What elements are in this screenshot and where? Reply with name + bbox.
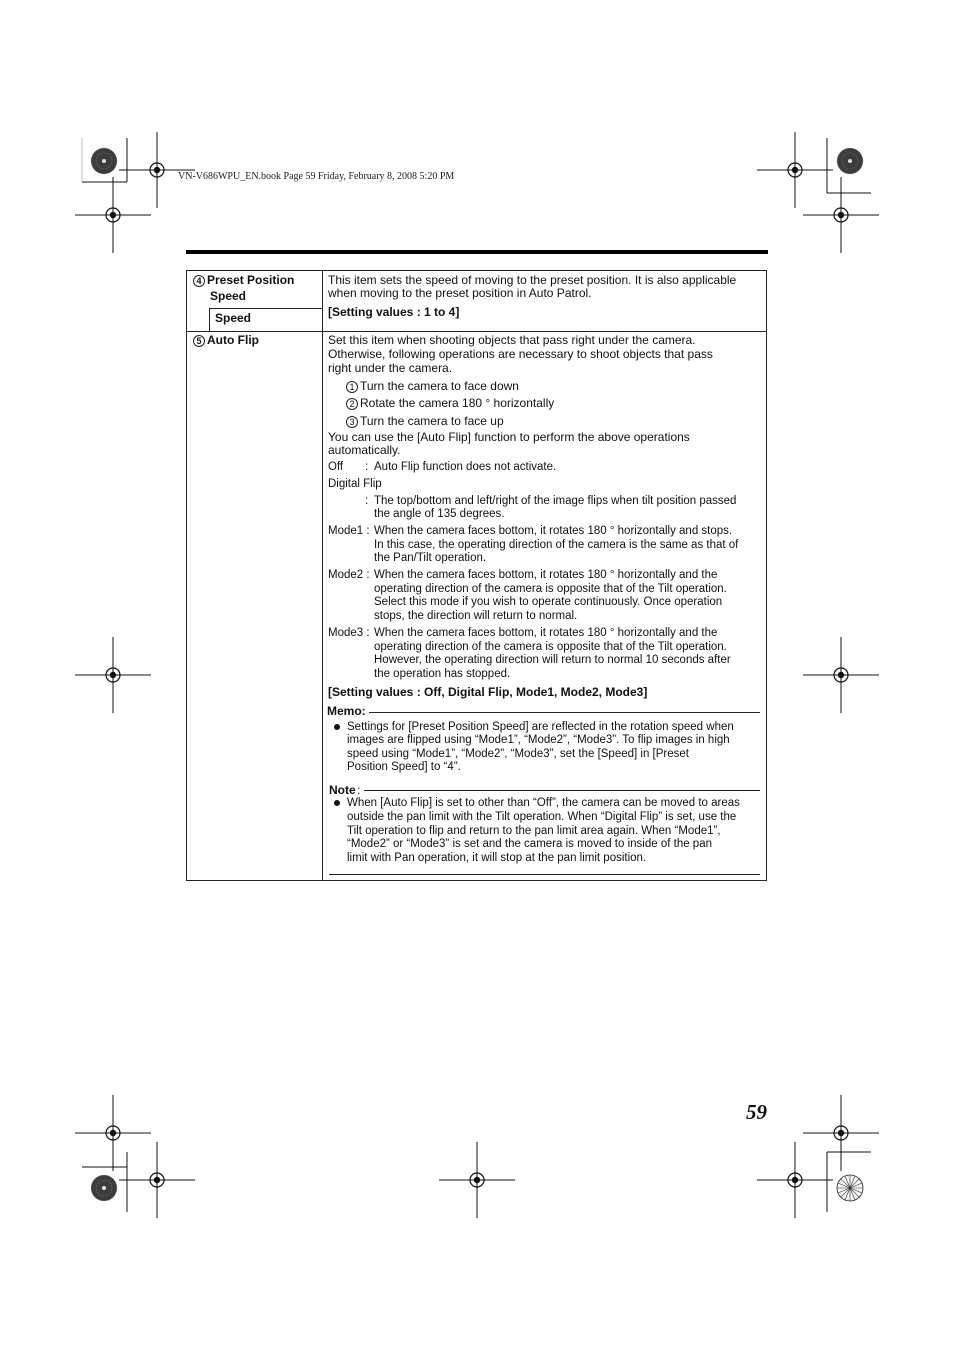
note-end-rule: [329, 874, 760, 875]
memo-line-2: images are flipped using “Mode1”, “Mode2”, “Mode3”. To flip images in high: [347, 734, 730, 746]
off-colon: :: [365, 461, 369, 473]
digital-flip-label: Digital Flip: [328, 478, 382, 490]
memo-line-4: Position Speed] to “4”.: [347, 761, 461, 773]
off-desc: Auto Flip function does not activate.: [374, 461, 557, 473]
preset-sub-label: Speed: [215, 311, 252, 325]
mode3-desc-1: When the camera faces bottom, it rotates 180 ° horizontally and the: [374, 627, 718, 639]
note-line-4: “Mode2” or “Mode3” is set and the camera is moved to inside of the pan: [347, 838, 712, 850]
memo-title: Memo:: [327, 704, 366, 718]
digital-flip-desc-2: the angle of 135 degrees.: [374, 508, 505, 520]
mode1-label: Mode1 :: [328, 525, 370, 537]
note-colon: :: [357, 783, 361, 797]
mode2-label: Mode2 :: [328, 569, 370, 581]
print-header: VN-V686WPU_EN.book Page 59 Friday, February 8, 2008 5:20 PM: [178, 171, 455, 182]
circled-number: 1: [346, 381, 358, 393]
memo-bullet-icon: [334, 724, 340, 730]
off-label: Off: [328, 461, 344, 473]
mode3-desc-2: operating direction of the camera is opposite that of the Tilt operation.: [374, 641, 727, 653]
memo-line-1: Settings for [Preset Position Speed] are reflected in the rotation speed when: [347, 721, 734, 733]
header-rule: [186, 250, 768, 254]
autoflip-label-cell: [186, 331, 323, 881]
step-2: 2 Rotate the camera 180 ° horizontally: [346, 397, 554, 411]
mode1-desc-1: When the camera faces bottom, it rotates 180 ° horizontally and stops.: [374, 525, 733, 537]
autoflip-setting-values: [Setting values : Off, Digital Flip, Mode1, Mode2, Mode3]: [328, 685, 648, 699]
preset-desc-2: when moving to the preset position in Auto Patrol.: [328, 286, 592, 300]
mode2-desc-3: Select this mode if you wish to operate continuously. Once operation: [374, 596, 723, 608]
circled-number: 3: [346, 416, 358, 428]
note-bullet-icon: [334, 800, 340, 806]
memo-line-3: speed using “Mode1”, “Mode2”, “Mode3”, set the [Speed] in [Preset: [347, 748, 689, 760]
step-3: 3 Turn the camera to face up: [346, 415, 504, 429]
mode3-label: Mode3 :: [328, 627, 370, 639]
page-number: 59: [746, 1100, 767, 1124]
memo-rule: [369, 712, 760, 713]
note-line-1: When [Auto Flip] is set to other than “Off”, the camera can be moved to areas: [347, 797, 740, 809]
autoflip-intro-1: Set this item when shooting objects that pass right under the camera.: [328, 333, 696, 347]
digital-flip-desc-1: The top/bottom and left/right of the image flips when tilt position passed: [374, 495, 737, 507]
preset-setting-values: [Setting values : 1 to 4]: [328, 305, 460, 319]
note-rule: [364, 790, 760, 791]
after-steps-1: You can use the [Auto Flip] function to perform the above operations: [328, 430, 690, 444]
note-line-5: limit with Pan operation, it will stop at the pan limit position.: [347, 852, 647, 864]
digital-flip-colon: :: [365, 495, 369, 507]
note-line-2: outside the pan limit with the Tilt operation. When “Digital Flip” is set, use the: [347, 811, 737, 823]
mode1-desc-2: In this case, the operating direction of the camera is the same as that of: [374, 539, 739, 551]
note-line-3: Tilt operation to flip and return to the pan limit area again. When “Mode1”,: [347, 825, 721, 837]
mode1-desc-3: the Pan/Tilt operation.: [374, 552, 487, 564]
preset-title-line2: Speed: [210, 289, 247, 303]
autoflip-intro-3: right under the camera.: [328, 361, 453, 375]
mode2-desc-4: stops, the direction will return to normal.: [374, 610, 578, 622]
step-1: 1 Turn the camera to face down: [346, 380, 519, 394]
preset-desc-1: This item sets the speed of moving to the preset position. It is also applicable: [328, 273, 737, 287]
autoflip-intro-2: Otherwise, following operations are necessary to shoot objects that pass: [328, 347, 713, 361]
autoflip-title: 5 Auto Flip: [193, 334, 259, 348]
note-title: Note: [329, 783, 356, 797]
mode3-desc-4: the operation has stopped.: [374, 668, 511, 680]
preset-title: 4 Preset Position: [193, 274, 294, 288]
circled-number: 4: [193, 275, 205, 287]
circled-number: 2: [346, 398, 358, 410]
mode3-desc-3: However, the operating direction will return to normal 10 seconds after: [374, 654, 731, 666]
mode2-desc-2: operating direction of the camera is opposite that of the Tilt operation.: [374, 583, 727, 595]
circled-number: 5: [193, 335, 205, 347]
mode2-desc-1: When the camera faces bottom, it rotates 180 ° horizontally and the: [374, 569, 718, 581]
after-steps-2: automatically.: [328, 443, 401, 457]
